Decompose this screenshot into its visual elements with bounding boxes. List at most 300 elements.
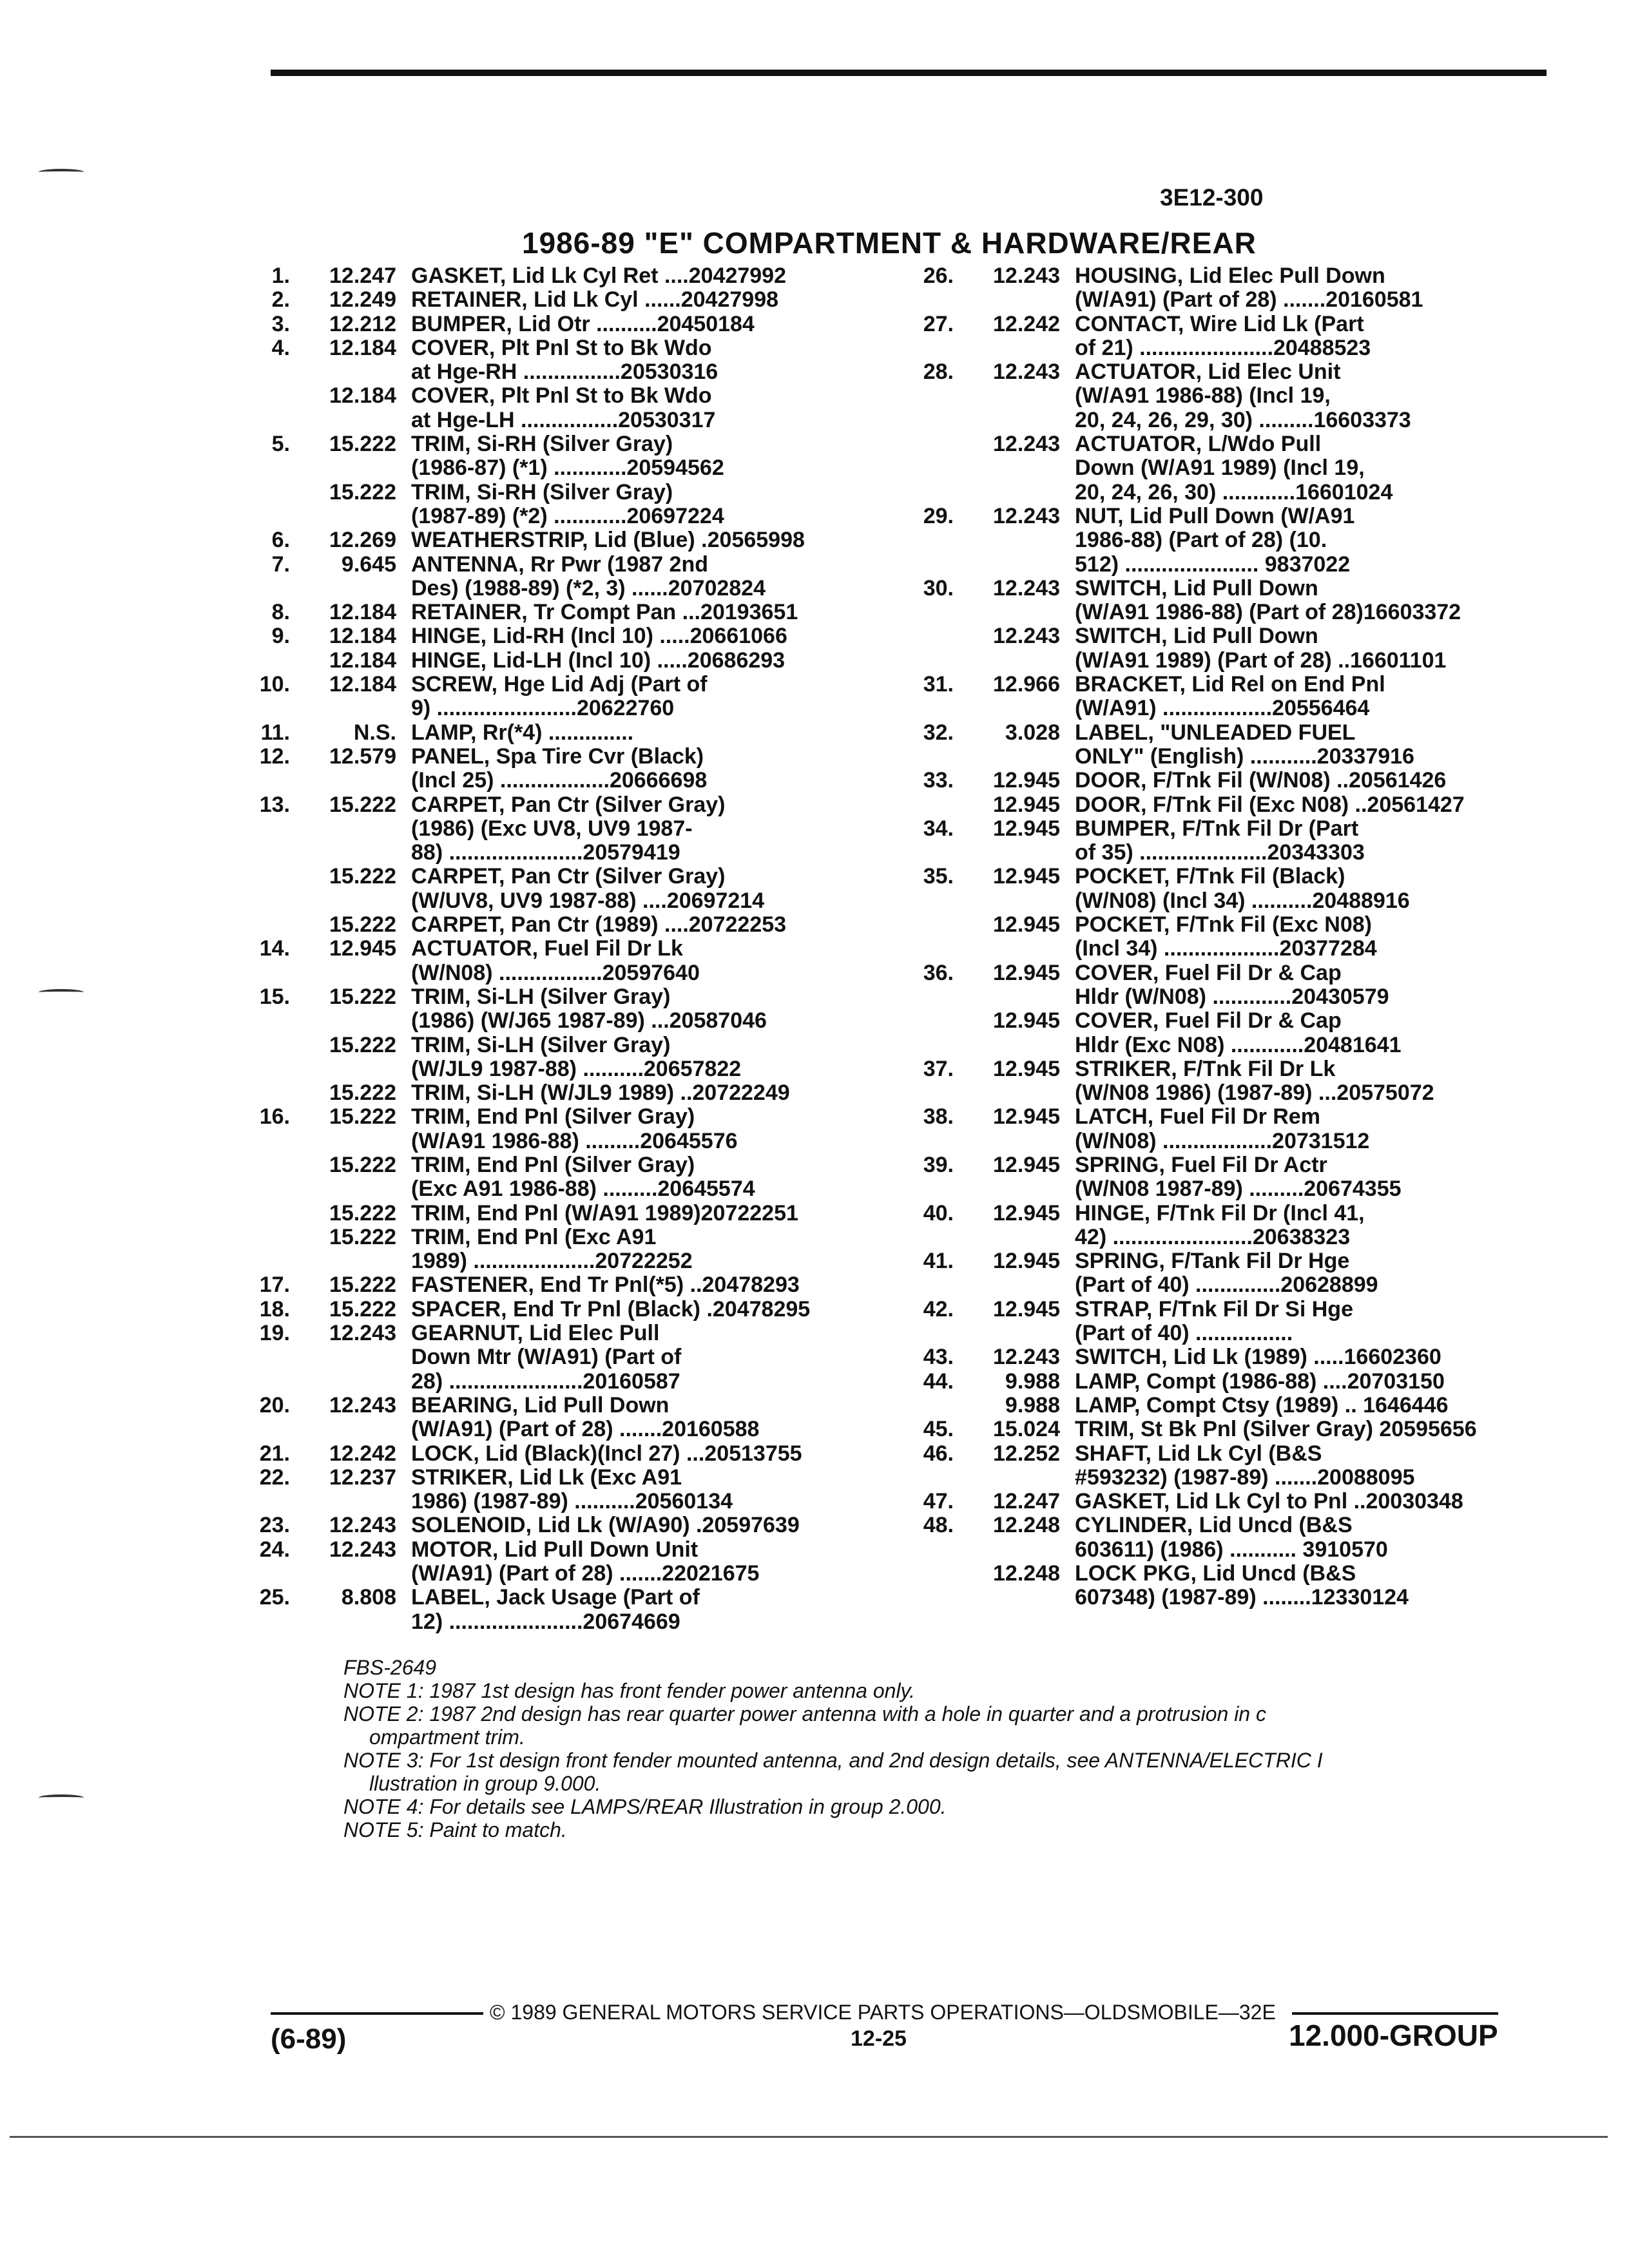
item-number: 31. xyxy=(923,672,954,697)
item-number: 17. xyxy=(259,1273,290,1298)
part-description: CONTACT, Wire Lid Lk (Part xyxy=(1075,311,1364,336)
group-number: 12.247 xyxy=(993,1489,1060,1514)
item-number xyxy=(232,649,290,673)
part-description: LABEL, "UNLEADED FUEL xyxy=(1075,720,1356,745)
part-description: (W/A91 1986-88) (Incl 19, xyxy=(1075,383,1331,408)
part-row xyxy=(232,1273,896,1297)
part-description: STRAP, F/Tnk Fil Dr Si Hge xyxy=(1075,1296,1353,1321)
top-rule xyxy=(271,70,1547,76)
group-number: 12.966 xyxy=(993,672,1060,697)
part-row xyxy=(232,1033,896,1057)
item-number xyxy=(896,601,954,624)
part-description: (W/A91 1986-88) .........20645576 xyxy=(411,1128,738,1153)
group-number xyxy=(954,481,1060,505)
group-number xyxy=(954,1586,1060,1610)
part-description: (W/A91) ..................20556464 xyxy=(1075,696,1370,721)
group-number: 12.945 xyxy=(993,1152,1060,1177)
item-number xyxy=(232,481,290,505)
part-description: Hldr (Exc N08) ............20481641 xyxy=(1075,1032,1402,1057)
group-number: 12.237 xyxy=(329,1465,396,1490)
part-row xyxy=(232,961,896,985)
part-row xyxy=(896,1562,1547,1586)
item-number xyxy=(232,456,290,480)
part-description: CARPET, Pan Ctr (Silver Gray) xyxy=(411,792,726,817)
group-number xyxy=(290,1345,396,1369)
part-description: STRIKER, Lid Lk (Exc A91 xyxy=(411,1465,682,1490)
group-number: 12.243 xyxy=(329,1513,396,1538)
part-description: GEARNUT, Lid Elec Pull xyxy=(411,1321,660,1346)
part-description: (Incl 34) ...................20377284 xyxy=(1075,936,1377,961)
part-description: SCREW, Hge Lid Adj (Part of xyxy=(411,672,708,697)
part-description: TRIM, St Bk Pnl (Silver Gray) 20595656 xyxy=(1075,1417,1477,1442)
part-description: Hldr (W/N08) .............20430579 xyxy=(1075,984,1389,1009)
part-description: FASTENER, End Tr Pnl(*5) ..20478293 xyxy=(411,1273,800,1298)
part-row xyxy=(896,1249,1547,1273)
group-number xyxy=(954,553,1060,577)
part-description: (1987-89) (*2) ............20697224 xyxy=(411,503,724,528)
group-number: 12.184 xyxy=(329,600,396,625)
part-row xyxy=(232,264,896,288)
item-number: 10. xyxy=(259,672,290,697)
part-row xyxy=(232,1057,896,1081)
part-description: (Incl 25) ..................20666698 xyxy=(411,768,708,793)
group-number xyxy=(290,360,396,384)
item-number xyxy=(232,865,290,889)
part-description: CARPET, Pan Ctr (Silver Gray) xyxy=(411,864,726,889)
group-number: 12.252 xyxy=(993,1441,1060,1466)
part-description: (W/UV8, UV9 1987-88) ....20697214 xyxy=(411,888,765,913)
part-row xyxy=(232,505,896,528)
note-4: NOTE 4: For details see LAMPS/REAR Illustration in group 2.000. xyxy=(343,1795,947,1818)
part-row xyxy=(896,1273,1547,1297)
part-description: (W/N08) ..................20731512 xyxy=(1075,1128,1370,1153)
group-number: 15.222 xyxy=(329,912,396,937)
group-number: 12.945 xyxy=(993,864,1060,889)
parts-list-right xyxy=(896,264,1547,1610)
item-number xyxy=(896,1033,954,1057)
item-number: 7. xyxy=(271,552,290,577)
group-number xyxy=(954,1033,1060,1057)
item-number xyxy=(896,1273,954,1297)
part-description: ACTUATOR, Lid Elec Unit xyxy=(1075,360,1341,385)
group-number xyxy=(290,1177,396,1201)
part-row xyxy=(896,1370,1547,1394)
item-number xyxy=(896,697,954,720)
part-row xyxy=(896,1298,1547,1321)
part-row xyxy=(896,336,1547,360)
part-row xyxy=(896,961,1547,985)
part-description: RETAINER, Tr Compt Pan ...20193651 xyxy=(411,600,798,625)
group-number: 12.248 xyxy=(993,1513,1060,1538)
group-number xyxy=(954,985,1060,1009)
group-number: 15.222 xyxy=(329,1152,396,1177)
part-row xyxy=(896,1033,1547,1057)
group-number: 12.945 xyxy=(993,768,1060,793)
part-description: 1989) ....................20722252 xyxy=(411,1249,693,1274)
part-description: NUT, Lid Pull Down (W/A91 xyxy=(1075,503,1355,528)
item-number: 35. xyxy=(923,864,954,889)
group-number xyxy=(290,456,396,480)
part-row xyxy=(232,1610,896,1634)
group-number xyxy=(290,408,396,432)
part-row xyxy=(232,841,896,865)
part-description: (1986) (W/J65 1987-89) ...20587046 xyxy=(411,1008,767,1033)
item-number xyxy=(232,1562,290,1586)
item-number xyxy=(232,408,290,432)
part-row xyxy=(896,1057,1547,1081)
part-row xyxy=(232,384,896,408)
part-row xyxy=(232,528,896,552)
part-description: SWITCH, Lid Pull Down xyxy=(1075,624,1318,649)
group-number: 12.243 xyxy=(329,1537,396,1562)
part-row xyxy=(896,1466,1547,1490)
group-number: 12.945 xyxy=(993,1249,1060,1274)
part-row xyxy=(896,1514,1547,1537)
part-description: WEATHERSTRIP, Lid (Blue) .20565998 xyxy=(411,528,805,553)
part-description: CARPET, Pan Ctr (1989) ....20722253 xyxy=(411,912,787,937)
part-description: HINGE, Lid-LH (Incl 10) .....20686293 xyxy=(411,648,786,673)
part-row xyxy=(232,1153,896,1177)
part-description: (W/A91) (Part of 28) .......22021675 xyxy=(411,1561,760,1586)
part-description: LATCH, Fuel Fil Dr Rem xyxy=(1075,1104,1320,1129)
part-row xyxy=(896,745,1547,769)
part-description: TRIM, End Pnl (Silver Gray) xyxy=(411,1104,695,1129)
part-description: 42) .......................20638323 xyxy=(1075,1224,1351,1249)
group-number xyxy=(954,889,1060,913)
part-row xyxy=(232,697,896,720)
item-number xyxy=(232,817,290,841)
group-number: 12.243 xyxy=(993,432,1060,457)
part-description: TRIM, Si-LH (W/JL9 1989) ..20722249 xyxy=(411,1081,790,1106)
item-number xyxy=(896,1129,954,1153)
part-row xyxy=(232,1466,896,1490)
part-row xyxy=(896,505,1547,528)
footer-copyright: © 1989 GENERAL MOTORS SERVICE PARTS OPERATIONS—OLDSMOBILE—32E xyxy=(490,2001,1276,2024)
part-row xyxy=(232,649,896,673)
group-number xyxy=(290,841,396,865)
fbs-code: FBS-2649 xyxy=(343,1656,437,1679)
part-row xyxy=(232,721,896,745)
group-number xyxy=(954,456,1060,480)
item-number xyxy=(232,1225,290,1249)
part-description: 1986-88) (Part of 28) (10. xyxy=(1075,528,1327,553)
part-row xyxy=(896,841,1547,865)
part-description: BEARING, Lid Pull Down xyxy=(411,1392,670,1418)
group-number xyxy=(954,336,1060,360)
part-row xyxy=(896,312,1547,336)
punch-mark-bottom xyxy=(39,1794,84,1801)
part-description: ONLY" (English) ...........20337916 xyxy=(1075,744,1414,769)
group-number: 15.222 xyxy=(329,479,396,505)
group-number: 12.945 xyxy=(993,1296,1060,1321)
part-description: DOOR, F/Tnk Fil (Exc N08) ..20561427 xyxy=(1075,792,1465,817)
group-number xyxy=(290,1129,396,1153)
part-row xyxy=(896,624,1547,648)
group-number: 12.242 xyxy=(329,1441,396,1466)
part-row xyxy=(232,1105,896,1129)
item-number: 16. xyxy=(259,1104,290,1129)
part-row xyxy=(896,1490,1547,1514)
part-description: 20, 24, 26, 29, 30) .........16603373 xyxy=(1075,407,1411,432)
item-number xyxy=(896,624,954,648)
part-description: 512) ...................... 9837022 xyxy=(1075,552,1351,577)
note-5: NOTE 5: Paint to match. xyxy=(343,1818,567,1841)
part-row xyxy=(896,288,1547,312)
group-number xyxy=(954,601,1060,624)
part-row xyxy=(232,456,896,480)
item-number: 25. xyxy=(259,1585,290,1610)
part-description: LOCK, Lid (Black)(Incl 27) ...20513755 xyxy=(411,1441,802,1466)
item-number: 9. xyxy=(271,624,290,649)
group-number: 12.184 xyxy=(329,383,396,408)
part-row xyxy=(232,793,896,817)
part-row xyxy=(896,1225,1547,1249)
part-description: 12) ......................20674669 xyxy=(411,1609,680,1634)
part-description: LOCK PKG, Lid Uncd (B&S xyxy=(1075,1561,1356,1586)
part-row xyxy=(232,577,896,601)
item-number: 8. xyxy=(271,600,290,625)
punch-mark-middle xyxy=(39,989,84,995)
item-number: 40. xyxy=(923,1200,954,1225)
item-number xyxy=(232,961,290,985)
part-row xyxy=(232,865,896,889)
group-number xyxy=(290,1418,396,1441)
part-description: (1986) (Exc UV8, UV9 1987- xyxy=(411,816,693,841)
item-number xyxy=(896,913,954,937)
group-number: 12.247 xyxy=(329,264,396,288)
group-number: 8.808 xyxy=(341,1585,396,1610)
item-number: 15. xyxy=(259,984,290,1009)
item-number: 28. xyxy=(923,360,954,385)
footer-page-number: 12-25 xyxy=(851,2026,907,2051)
item-number: 18. xyxy=(259,1296,290,1321)
item-number: 38. xyxy=(923,1104,954,1129)
part-row xyxy=(232,624,896,648)
item-number: 26. xyxy=(923,264,954,288)
item-number xyxy=(896,1562,954,1586)
part-row xyxy=(896,1105,1547,1129)
group-number: 15.222 xyxy=(329,1273,396,1298)
part-row xyxy=(232,985,896,1009)
part-row xyxy=(896,673,1547,697)
item-number: 37. xyxy=(923,1056,954,1081)
part-row xyxy=(896,721,1547,745)
item-number xyxy=(896,889,954,913)
note-3: NOTE 3: For 1st design front fender mounted antenna, and 2nd design details, see ANTENNA/ELECTRIC I xyxy=(343,1749,1323,1772)
item-number: 22. xyxy=(259,1465,290,1490)
part-row xyxy=(896,1394,1547,1418)
item-number xyxy=(896,985,954,1009)
part-description: TRIM, Si-LH (Silver Gray) xyxy=(411,1032,671,1057)
part-description: Down (W/A91 1989) (Incl 19, xyxy=(1075,456,1365,481)
part-row xyxy=(896,408,1547,432)
item-number xyxy=(896,432,954,456)
group-number xyxy=(290,1490,396,1514)
part-row xyxy=(896,913,1547,937)
group-number xyxy=(954,1466,1060,1490)
item-number: 34. xyxy=(923,816,954,841)
item-number: 32. xyxy=(923,720,954,745)
part-row xyxy=(232,1442,896,1466)
part-description: LABEL, Jack Usage (Part of xyxy=(411,1585,700,1610)
part-row xyxy=(896,1345,1547,1369)
part-row xyxy=(232,769,896,793)
part-description: TRIM, Si-RH (Silver Gray) xyxy=(411,432,673,457)
part-description: (W/A91 1986-88) (Part of 28)16603372 xyxy=(1075,600,1461,625)
group-number: 12.945 xyxy=(993,816,1060,841)
group-number: 15.222 xyxy=(329,432,396,457)
group-number: 12.243 xyxy=(993,360,1060,385)
part-row xyxy=(232,913,896,937)
part-description: ANTENNA, Rr Pwr (1987 2nd xyxy=(411,552,708,577)
footer-rule-right xyxy=(1292,2012,1498,2015)
part-row xyxy=(232,1321,896,1345)
part-description: TRIM, End Pnl (W/A91 1989)20722251 xyxy=(411,1200,798,1225)
part-row xyxy=(896,528,1547,552)
group-number: 12.184 xyxy=(329,648,396,673)
part-description: HINGE, F/Tnk Fil Dr (Incl 41, xyxy=(1075,1200,1365,1225)
group-number: 12.945 xyxy=(993,1056,1060,1081)
part-description: LAMP, Compt Ctsy (1989) .. 1646446 xyxy=(1075,1392,1449,1418)
item-number: 14. xyxy=(259,936,290,961)
part-description: PANEL, Spa Tire Cvr (Black) xyxy=(411,744,704,769)
part-row xyxy=(232,1081,896,1105)
parts-list-left xyxy=(232,264,896,1634)
part-row xyxy=(896,1321,1547,1345)
part-description: (W/A91) (Part of 28) .......20160588 xyxy=(411,1417,760,1442)
item-number: 5. xyxy=(271,432,290,457)
item-number xyxy=(896,1586,954,1610)
part-row xyxy=(232,889,896,913)
group-number: 12.945 xyxy=(329,936,396,961)
part-description: (W/A91) (Part of 28) .......20160581 xyxy=(1075,287,1423,312)
part-row xyxy=(896,649,1547,673)
item-number xyxy=(232,1345,290,1369)
part-description: Down Mtr (W/A91) (Part of xyxy=(411,1345,682,1370)
group-number xyxy=(954,1321,1060,1345)
group-number: 9.988 xyxy=(1005,1369,1060,1394)
item-number xyxy=(232,1418,290,1441)
item-number xyxy=(232,1033,290,1057)
part-row xyxy=(896,1009,1547,1033)
item-number: 12. xyxy=(259,744,290,769)
group-number: 15.222 xyxy=(329,792,396,817)
part-description: (Exc A91 1986-88) .........20645574 xyxy=(411,1177,755,1202)
part-row xyxy=(232,288,896,312)
part-row xyxy=(232,1177,896,1201)
part-description: (1986-87) (*1) ............20594562 xyxy=(411,456,724,481)
part-row xyxy=(896,577,1547,601)
part-description: (W/A91 1989) (Part of 28) ..16601101 xyxy=(1075,648,1447,673)
group-number xyxy=(290,1009,396,1033)
group-number xyxy=(954,1081,1060,1105)
group-number: 12.269 xyxy=(329,528,396,553)
part-row xyxy=(896,1418,1547,1441)
item-number xyxy=(896,1394,954,1418)
group-number: 15.222 xyxy=(329,984,396,1009)
group-number: 12.243 xyxy=(993,575,1060,601)
item-number xyxy=(232,577,290,601)
part-description: TRIM, Si-LH (Silver Gray) xyxy=(411,984,671,1009)
note-2: NOTE 2: 1987 2nd design has rear quarter power antenna with a hole in quarter and a protrusion in c xyxy=(343,1702,1266,1725)
part-description: 1986) (1987-89) ..........20560134 xyxy=(411,1489,733,1514)
part-row xyxy=(896,1202,1547,1225)
item-number xyxy=(232,1202,290,1225)
part-row xyxy=(896,384,1547,408)
group-number: 9.988 xyxy=(1005,1392,1060,1418)
part-description: at Hge-RH ................20530316 xyxy=(411,360,718,385)
item-number xyxy=(232,913,290,937)
part-row xyxy=(896,769,1547,793)
part-description: TRIM, End Pnl (Exc A91 xyxy=(411,1224,657,1249)
part-row xyxy=(896,937,1547,961)
group-number: 15.222 xyxy=(329,1200,396,1225)
part-row xyxy=(232,1418,896,1441)
part-description: of 21) ......................20488523 xyxy=(1075,335,1371,360)
item-number: 1. xyxy=(271,264,290,288)
part-description: DOOR, F/Tnk Fil (W/N08) ..20561426 xyxy=(1075,768,1447,793)
part-row xyxy=(232,745,896,769)
part-description: SPRING, F/Tank Fil Dr Hge xyxy=(1075,1249,1350,1274)
part-description: SHAFT, Lid Lk Cyl (B&S xyxy=(1075,1441,1322,1466)
part-row xyxy=(232,673,896,697)
item-number: 33. xyxy=(923,768,954,793)
group-number: 12.243 xyxy=(993,1345,1060,1370)
group-number: 12.945 xyxy=(993,912,1060,937)
part-row xyxy=(896,1081,1547,1105)
page-title: 1986-89 "E" COMPARTMENT & HARDWARE/REAR xyxy=(522,226,1257,260)
footer-rule-left xyxy=(271,2012,483,2015)
part-row xyxy=(232,1586,896,1610)
item-number xyxy=(896,1081,954,1105)
part-row xyxy=(896,1586,1547,1610)
item-number: 36. xyxy=(923,960,954,985)
part-row xyxy=(232,1394,896,1418)
group-number xyxy=(290,505,396,528)
part-description: SWITCH, Lid Lk (1989) .....16602360 xyxy=(1075,1345,1441,1370)
note-3-continued: llustration in group 9.000. xyxy=(369,1772,601,1795)
item-number: 11. xyxy=(260,720,290,745)
punch-mark-top xyxy=(39,169,84,175)
group-number: 12.184 xyxy=(329,624,396,649)
group-number xyxy=(290,961,396,985)
group-number: 15.222 xyxy=(329,1104,396,1129)
item-number xyxy=(896,553,954,577)
part-description: COVER, Fuel Fil Dr & Cap xyxy=(1075,960,1342,985)
part-description: GASKET, Lid Lk Cyl to Pnl ..20030348 xyxy=(1075,1489,1463,1514)
part-description: 607348) (1987-89) ........12330124 xyxy=(1075,1585,1409,1610)
part-description: TRIM, End Pnl (Silver Gray) xyxy=(411,1152,695,1177)
footer-group: 12.000-GROUP xyxy=(1289,2019,1498,2052)
part-description: (W/N08) (Incl 34) ..........20488916 xyxy=(1075,888,1410,913)
item-number: 19. xyxy=(259,1321,290,1346)
part-description: POCKET, F/Tnk Fil (Exc N08) xyxy=(1075,912,1372,937)
group-number: 12.945 xyxy=(993,792,1060,817)
group-number: 12.945 xyxy=(993,1008,1060,1033)
item-number: 21. xyxy=(259,1441,290,1466)
part-row xyxy=(896,817,1547,841)
part-row xyxy=(232,432,896,456)
item-number: 24. xyxy=(259,1537,290,1562)
group-number: 12.243 xyxy=(993,264,1060,288)
item-number: 43. xyxy=(923,1345,954,1370)
item-number xyxy=(232,1370,290,1394)
item-number xyxy=(896,408,954,432)
part-description: at Hge-LH ................20530317 xyxy=(411,407,716,432)
item-number: 23. xyxy=(259,1513,290,1538)
part-description: CYLINDER, Lid Uncd (B&S xyxy=(1075,1513,1353,1538)
part-row xyxy=(232,1538,896,1562)
